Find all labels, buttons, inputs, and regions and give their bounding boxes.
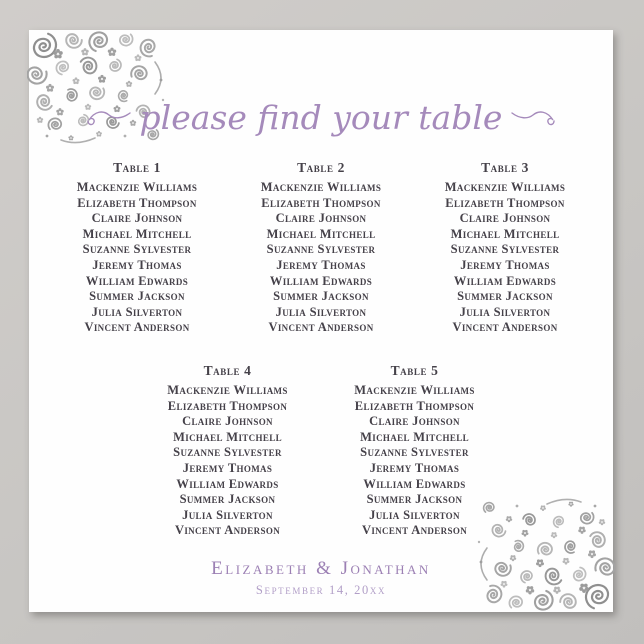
seating-chart-poster xyxy=(29,30,613,612)
wedding-date: September 14, 20xx xyxy=(255,583,387,597)
guest-name: Suzanne Sylvester xyxy=(360,445,469,460)
couple-names: Elizabeth & Jonathan xyxy=(211,558,431,579)
guest-list xyxy=(237,180,405,336)
guest-name: Vincent Anderson xyxy=(268,320,374,335)
guest-name: William Edwards xyxy=(363,476,466,491)
guest-name: Michael Mitchell xyxy=(266,226,376,241)
guest-name: Suzanne Sylvester xyxy=(82,242,192,257)
guest-name: Mackenzie Williams xyxy=(167,383,288,397)
guest-name: Claire Johnson xyxy=(369,414,460,429)
guest-name: Summer Jackson xyxy=(366,492,463,507)
guest-name: Suzanne Sylvester xyxy=(450,242,560,257)
guest-name: Summer Jackson xyxy=(273,289,369,304)
guest-list xyxy=(421,180,589,336)
title-text: please find your table xyxy=(139,97,503,137)
guest-name: Michael Mitchell xyxy=(450,226,560,241)
guest-name: Mackenzie Williams xyxy=(354,383,475,397)
guest-name: Jeremy Thomas xyxy=(369,460,460,475)
guest-name: Mackenzie Williams xyxy=(260,180,382,194)
guest-name: Mackenzie Williams xyxy=(444,180,566,194)
table-title: Table 5 xyxy=(390,363,439,378)
table-card-3 xyxy=(421,160,589,336)
guest-list xyxy=(144,383,312,539)
table-title: Table 4 xyxy=(203,363,252,378)
guest-name: Jeremy Thomas xyxy=(92,257,182,272)
guest-name: Jeremy Thomas xyxy=(182,460,273,475)
table-title: Table 3 xyxy=(481,160,529,175)
guest-name: Elizabeth Thompson xyxy=(261,195,381,210)
guest-name: William Edwards xyxy=(176,476,279,491)
guest-name: Julia Silverton xyxy=(275,304,367,319)
guest-name: Summer Jackson xyxy=(457,289,553,304)
table-card-2 xyxy=(237,160,405,336)
guest-list xyxy=(331,383,499,539)
table-title: Table 1 xyxy=(113,160,161,175)
guest-name: Suzanne Sylvester xyxy=(173,445,282,460)
guest-name: Claire Johnson xyxy=(91,211,183,226)
guest-name: Claire Johnson xyxy=(275,211,367,226)
guest-name: Vincent Anderson xyxy=(361,523,468,538)
poster-footer xyxy=(29,558,613,597)
title-right-swash-icon xyxy=(511,104,555,130)
guest-name: Mackenzie Williams xyxy=(76,180,198,194)
guest-name: Michael Mitchell xyxy=(360,429,469,444)
guest-name: Suzanne Sylvester xyxy=(266,242,376,257)
guest-name: Elizabeth Thompson xyxy=(354,398,475,413)
guest-name: Elizabeth Thompson xyxy=(77,195,197,210)
table-title: Table 2 xyxy=(297,160,345,175)
guest-name: Summer Jackson xyxy=(179,492,276,507)
guest-name: Jeremy Thomas xyxy=(276,257,366,272)
guest-name: Elizabeth Thompson xyxy=(167,398,288,413)
guest-name: William Edwards xyxy=(269,273,373,288)
guest-name: Julia Silverton xyxy=(91,304,183,319)
guest-list xyxy=(53,180,221,336)
guest-name: Michael Mitchell xyxy=(173,429,282,444)
guest-name: Julia Silverton xyxy=(369,507,460,522)
guest-name: Elizabeth Thompson xyxy=(445,195,565,210)
guest-name: Vincent Anderson xyxy=(452,320,558,335)
guest-name: William Edwards xyxy=(85,273,189,288)
title-left-swash-icon xyxy=(87,104,131,130)
guest-name: Julia Silverton xyxy=(459,304,551,319)
tables-row-1 xyxy=(29,160,613,336)
guest-name: Vincent Anderson xyxy=(84,320,190,335)
guest-name: Claire Johnson xyxy=(459,211,551,226)
guest-name: William Edwards xyxy=(453,273,557,288)
tables-row-2 xyxy=(29,363,613,539)
guest-name: Summer Jackson xyxy=(89,289,185,304)
table-card-4 xyxy=(144,363,312,539)
guest-name: Claire Johnson xyxy=(182,414,273,429)
guest-name: Jeremy Thomas xyxy=(460,257,550,272)
poster-title xyxy=(29,88,613,146)
guest-name: Vincent Anderson xyxy=(174,523,281,538)
table-card-5 xyxy=(331,363,499,539)
guest-name: Michael Mitchell xyxy=(82,226,192,241)
table-card-1 xyxy=(53,160,221,336)
guest-name: Julia Silverton xyxy=(182,507,273,522)
